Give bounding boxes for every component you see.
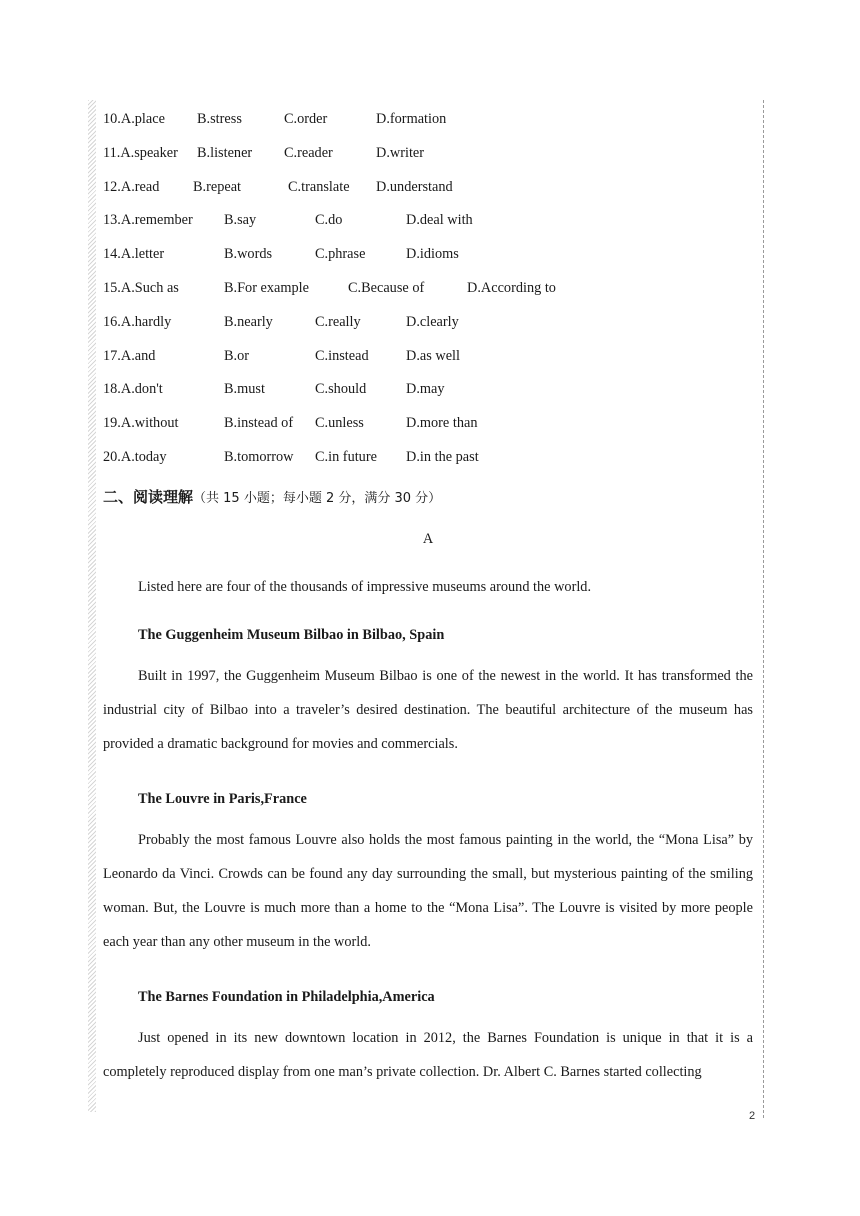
option-c: C.really [315, 313, 361, 330]
option-b: B.nearly [224, 313, 273, 330]
page-content [103, 103, 753, 1089]
option-b: B.listener [197, 144, 253, 161]
cloze-options-list [103, 103, 753, 475]
option-b: B.say [224, 212, 257, 229]
option-d: D.more than [406, 415, 478, 432]
option-b: B.tomorrow [224, 448, 294, 465]
option-a: 17.A.and [103, 347, 156, 364]
option-b: B.repeat [193, 178, 242, 195]
option-d: D.idioms [406, 246, 459, 263]
museum-heading: The Guggenheim Museum Bilbao in Bilbao, Spain [138, 626, 445, 643]
option-d: D.understand [376, 178, 453, 195]
option-c: C.should [315, 381, 367, 398]
option-a: 11.A.speaker [103, 144, 178, 161]
option-b: B.stress [197, 111, 242, 127]
option-a: 10.A.place [103, 111, 165, 127]
option-a: 19.A.without [103, 415, 179, 432]
option-c: C.translate [288, 178, 350, 195]
option-d: D.in the past [406, 448, 479, 465]
option-row [103, 272, 753, 306]
museum-paragraph: Built in 1997, the Guggenheim Museum Bilbao is one of the newest in the world. It has transformed the industrial city of Bilbao into a traveler’s desired destination. The beautiful architecture of the museum has provided a dramatic background for movies and commercials. [103, 667, 753, 752]
option-a: 20.A.today [103, 448, 167, 465]
option-d: D.writer [376, 144, 425, 161]
option-row [103, 137, 753, 171]
option-c: C.instead [315, 347, 369, 364]
section-heading [103, 479, 753, 515]
option-d: D.as well [406, 347, 460, 364]
option-c: C.unless [315, 415, 364, 432]
passage-letter: A [422, 530, 434, 547]
section-note: （共 15 小题；每小题 2 分，满分 30 分） [193, 490, 442, 506]
option-b: B.For example [224, 279, 309, 296]
option-c: C.reader [284, 144, 333, 161]
option-c: C.order [284, 111, 328, 127]
option-row [103, 407, 753, 441]
museum-heading: The Louvre in Paris,France [138, 790, 307, 807]
page-number: 2 [749, 1110, 756, 1122]
option-d: D.may [406, 381, 445, 398]
museum-paragraph: Probably the most famous Louvre also holds the most famous painting in the world, the “Mona Lisa” by Leonardo da Vinci. Crowds can be found any day surrounding the small, but mysterious painting of the smiling woman. But, the Louvre is much more than a home to the “Mona Lisa”. The Louvre is visited by more people each year than any other museum in the world. [103, 831, 753, 950]
right-dashed-margin [763, 100, 764, 1118]
museum-heading: The Barnes Foundation in Philadelphia,America [138, 988, 435, 1005]
option-d: D.According to [467, 279, 556, 296]
option-a: 15.A.Such as [103, 279, 179, 296]
option-row [103, 204, 753, 238]
option-row [103, 103, 753, 137]
option-d: D.deal with [406, 212, 473, 229]
binding-margin-hatch [88, 100, 96, 1112]
option-row [103, 373, 753, 407]
option-row [103, 238, 753, 272]
museum-paragraph: Just opened in its new downtown location in 2012, the Barnes Foundation is unique in that it is a completely reproduced display from one man’s private collection. Dr. Albert C. Barnes started collecting [103, 1029, 753, 1080]
option-d: D.clearly [406, 313, 459, 330]
option-a: 14.A.letter [103, 246, 165, 263]
option-row [103, 340, 753, 374]
option-row [103, 171, 753, 205]
option-c: C.Because of [348, 279, 425, 296]
option-a: 16.A.hardly [103, 313, 172, 330]
option-b: B.instead of [224, 415, 294, 432]
option-c: C.in future [315, 448, 377, 465]
option-c: C.phrase [315, 246, 366, 263]
passage-intro: Listed here are four of the thousands of impressive museums around the world. [138, 578, 592, 595]
option-b: B.must [224, 381, 265, 398]
option-b: B.or [224, 347, 250, 364]
section-title: 二、阅读理解 [103, 487, 194, 506]
option-row [103, 306, 753, 340]
option-a: 12.A.read [103, 178, 160, 195]
option-row [103, 441, 753, 475]
option-d: D.formation [376, 111, 447, 127]
option-b: B.words [224, 246, 273, 263]
option-a: 13.A.remember [103, 212, 193, 229]
option-a: 18.A.don't [103, 381, 163, 398]
option-c: C.do [315, 212, 343, 229]
